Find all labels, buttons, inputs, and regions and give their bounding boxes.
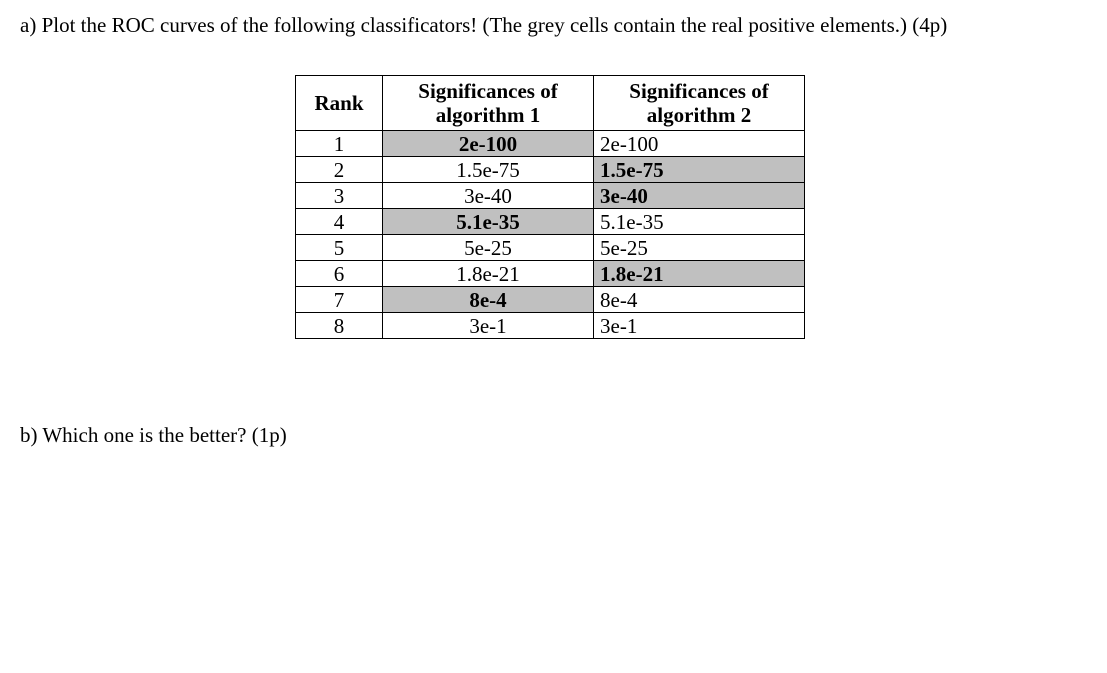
algorithm-1-cell: 5e-25 (383, 235, 594, 261)
algorithm-2-cell: 8e-4 (594, 287, 805, 313)
algorithm-1-cell: 2e-100 (383, 131, 594, 157)
algorithm-2-cell: 5e-25 (594, 235, 805, 261)
algorithm-2-cell: 1.8e-21 (594, 261, 805, 287)
rank-cell: 7 (296, 287, 383, 313)
algorithm-2-cell: 1.5e-75 (594, 157, 805, 183)
header-algorithm-1: Significances of algorithm 1 (383, 76, 594, 131)
algorithm-1-cell: 3e-40 (383, 183, 594, 209)
table-row (296, 235, 805, 261)
algorithm-2-cell: 3e-1 (594, 313, 805, 339)
rank-cell: 2 (296, 157, 383, 183)
rank-cell: 5 (296, 235, 383, 261)
table-row (296, 313, 805, 339)
table-row (296, 157, 805, 183)
question-part-a: a) Plot the ROC curves of the following classificators! (The grey cells contain the real positive elements.) (4p) (20, 13, 948, 37)
algorithm-2-cell: 2e-100 (594, 131, 805, 157)
significance-table (295, 75, 805, 339)
table-row (296, 287, 805, 313)
algorithm-1-cell: 8e-4 (383, 287, 594, 313)
algorithm-1-cell: 3e-1 (383, 313, 594, 339)
algorithm-1-cell: 1.5e-75 (383, 157, 594, 183)
algorithm-2-cell: 5.1e-35 (594, 209, 805, 235)
table-row (296, 209, 805, 235)
table-row (296, 131, 805, 157)
rank-cell: 6 (296, 261, 383, 287)
algorithm-2-cell: 3e-40 (594, 183, 805, 209)
table-header-row (296, 76, 805, 131)
header-rank: Rank (296, 76, 383, 131)
algorithm-1-cell: 1.8e-21 (383, 261, 594, 287)
rank-cell: 3 (296, 183, 383, 209)
header-algorithm-2: Significances of algorithm 2 (594, 76, 805, 131)
rank-cell: 8 (296, 313, 383, 339)
rank-cell: 4 (296, 209, 383, 235)
rank-cell: 1 (296, 131, 383, 157)
question-part-b: b) Which one is the better? (1p) (20, 423, 287, 447)
table-row (296, 261, 805, 287)
algorithm-1-cell: 5.1e-35 (383, 209, 594, 235)
table-row (296, 183, 805, 209)
